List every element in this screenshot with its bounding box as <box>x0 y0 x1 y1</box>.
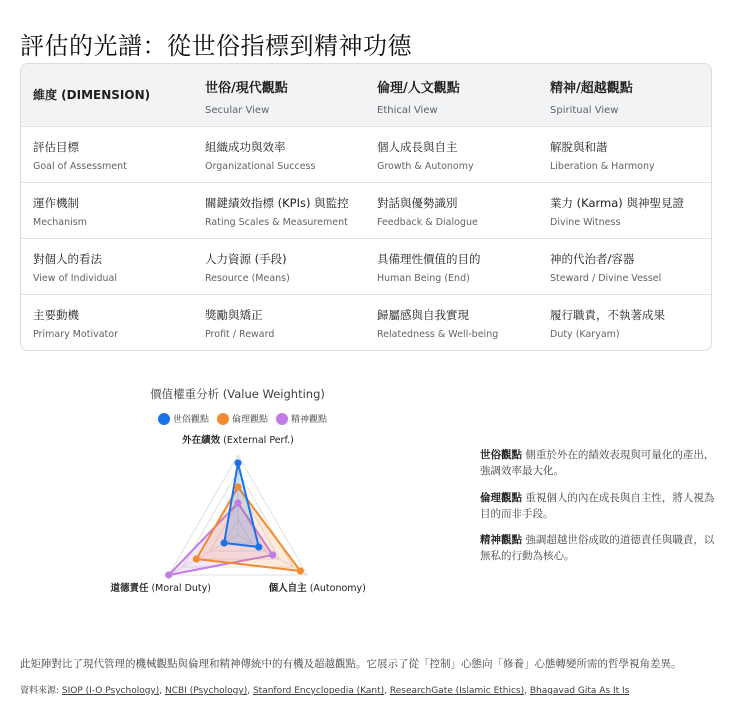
table-row <box>21 294 711 350</box>
chart-title: 價值權重分析 (Value Weighting) <box>150 387 325 401</box>
source-link-siop[interactable]: SIOP (I-O Psychology) <box>61 686 160 696</box>
table-row <box>21 238 711 294</box>
table-row <box>21 126 711 182</box>
sources-line: 資料來源: SIOP (I-O Psychology), NCBI (Psychology), Stanford Encyclopedia (Kant), ResearchGate (Islamic Ethics), Bhagavad Gita As It Is <box>20 686 630 696</box>
table-cell: 對話與優勢識別 Feedback & Dialogue <box>377 195 478 228</box>
radar-data-point <box>165 571 172 578</box>
table-cell: 具備理性價值的目的 Human Being (End) <box>377 251 481 284</box>
radar-axis-label: 個人自主 (Autonomy) <box>268 583 366 594</box>
radar-data-point <box>234 499 241 506</box>
series-notes <box>480 447 715 575</box>
column-header-secular: 世俗/現代觀點 Secular View <box>205 81 288 116</box>
radar-data-point <box>255 543 262 550</box>
note-secular: 世俗觀點 側重於外在的績效表現與可量化的產出，強調效率最大化。 <box>480 449 715 478</box>
legend-label-secular: 世俗觀點 <box>173 415 210 425</box>
summary-text: 此矩陣對比了現代管理的機械觀點與倫理和精神傳統中的有機及超越觀點。它展示了從「控制」心態向「修養」心態轉變所需的哲學視角差異。 <box>20 658 682 670</box>
table-cell: 歸屬感與自我實現 Relatedness & Well-being <box>377 307 499 340</box>
source-link-gita[interactable]: Bhagavad Gita As It Is <box>529 686 630 696</box>
source-link-ncbi[interactable]: NCBI (Psychology) <box>165 686 248 696</box>
radar-data-point <box>297 567 304 574</box>
table-cell: 履行職責，不執著成果 Duty (Karyam) <box>550 307 665 340</box>
radar-data-point <box>269 551 276 558</box>
radar-axis-label: 道德責任 (Moral Duty) <box>110 583 211 594</box>
note-ethical: 倫理觀點 重視個人的內在成長與自主性，將人視為目的而非手段。 <box>480 491 715 520</box>
dimension-cell: 評估目標 Goal of Assessment <box>33 139 127 172</box>
table-cell: 解脫與和諧 Liberation & Harmony <box>550 139 655 172</box>
legend-label-spiritual: 精神觀點 <box>291 415 328 425</box>
source-link-researchgate[interactable]: ResearchGate (Islamic Ethics) <box>389 686 525 696</box>
comparison-table <box>20 63 712 351</box>
dimension-header: 維度 (DIMENSION) <box>33 88 151 103</box>
table-cell: 組織成功與效率 Organizational Success <box>205 139 316 172</box>
dimension-cell: 對個人的看法 View of Individual <box>33 251 118 284</box>
dimension-cell: 主要動機 Primary Motivator <box>33 307 118 340</box>
table-cell: 業力 (Karma) 與神聖見證 Divine Witness <box>550 195 684 228</box>
source-link-stanford[interactable]: Stanford Encyclopedia (Kant) <box>252 686 385 696</box>
legend-label-ethical: 倫理觀點 <box>232 415 269 425</box>
sources-label: 資料來源: <box>20 686 62 696</box>
column-header-spiritual: 精神/超越觀點 Spiritual View <box>550 81 633 116</box>
column-header-ethical: 倫理/人文觀點 Ethical View <box>377 81 460 116</box>
table-cell: 獎勵與矯正 Profit / Reward <box>205 307 275 340</box>
radar-chart <box>40 380 440 620</box>
table-row <box>21 182 711 238</box>
radar-data-point <box>234 483 241 490</box>
page-title: 評估的光譜：從世俗指標到精神功德 <box>20 32 412 61</box>
radar-axis-label: 外在績效 (External Perf.) <box>182 435 294 446</box>
radar-plot <box>40 380 440 620</box>
table-cell: 神的代治者/容器 Steward / Divine Vessel <box>550 251 662 284</box>
radar-data-point <box>193 555 200 562</box>
radar-data-point <box>234 459 241 466</box>
note-spiritual: 精神觀點 強調超越世俗成敗的道德責任與職責，以無私的行動為核心。 <box>480 534 715 563</box>
table-cell: 關鍵績效指標 (KPIs) 與監控 Rating Scales & Measurement <box>205 195 349 228</box>
table-cell: 個人成長與自主 Growth & Autonomy <box>377 139 474 172</box>
table-cell: 人力資源 (手段) Resource (Means) <box>205 251 290 284</box>
table-header-row <box>21 64 711 126</box>
radar-data-point <box>221 539 228 546</box>
dimension-cell: 運作機制 Mechanism <box>33 195 87 228</box>
